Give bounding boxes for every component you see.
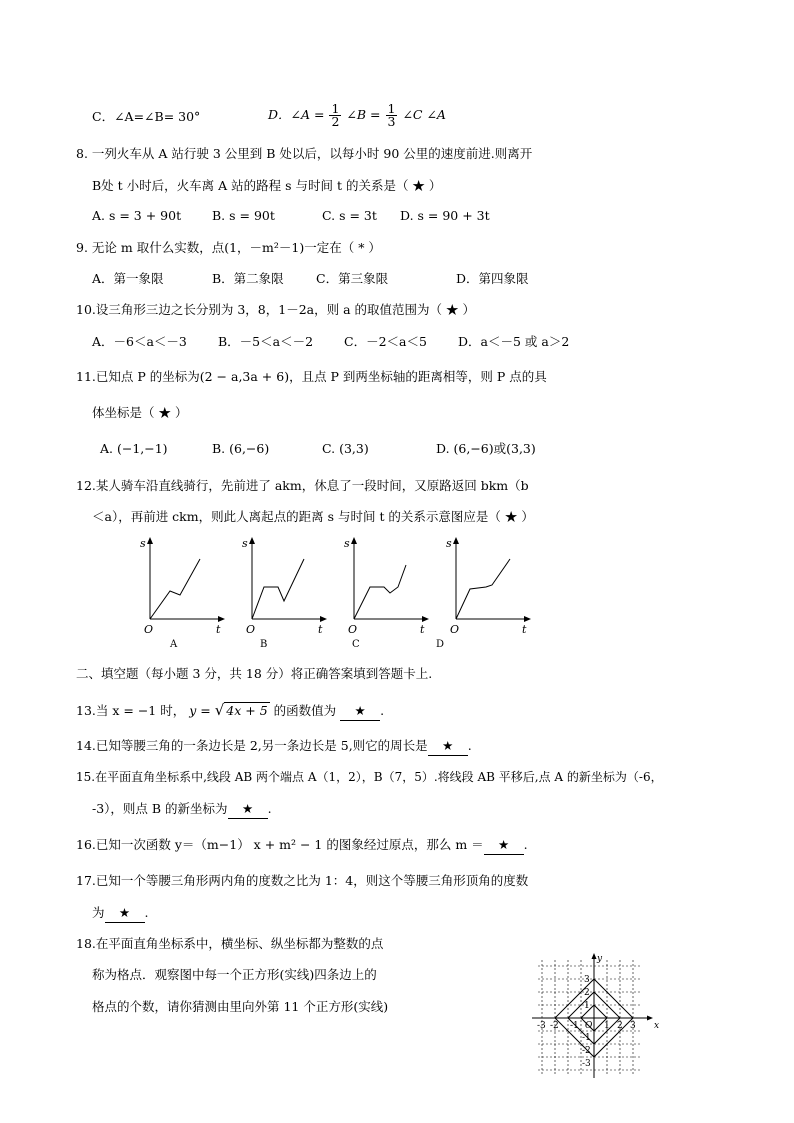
q17-line-2-prefix: 为 [92, 905, 105, 920]
q7-d-mid: ∠B = [346, 107, 381, 122]
graph-b-origin: O [246, 623, 256, 636]
graph-d-s-label: s [446, 537, 452, 550]
axis-x-label: x [654, 1021, 660, 1031]
graph-d-curve [456, 559, 510, 619]
q7-option-d [268, 100, 446, 130]
graph-c-curve [354, 565, 406, 619]
y-axis-arrow [351, 537, 357, 544]
q12-graph-b [242, 537, 327, 650]
q12-line-1: 12.某人骑车沿直线骑行，先前进了 akm，休息了一段时间，又原路返回 bkm（b [76, 478, 529, 493]
tick-y-neg3: -3 [582, 1059, 591, 1069]
q9-option-a: A．第一象限 [92, 271, 164, 286]
y-axis-arrow [453, 537, 459, 544]
q8-option-c: C. s = 3t [322, 208, 377, 223]
graph-a-origin: O [144, 623, 154, 636]
q10-stem: 10.设三角形三边之长分别为 3，8，1－2a，则 a 的取值范围为（ ★ ） [76, 302, 475, 317]
graph-c-t-label: t [420, 623, 425, 636]
q17-line-2 [92, 904, 149, 923]
y-axis-arrow [592, 953, 597, 959]
tick-x-neg1: -1 [570, 1021, 579, 1031]
q10-option-b: B．－5＜a＜－2 [218, 334, 314, 349]
frac-numerator: 1 [387, 101, 396, 116]
graph-d-origin: O [450, 623, 460, 636]
q10-option-c: C．－2＜a＜5 [344, 334, 427, 349]
tick-y-1: 1 [584, 1001, 590, 1011]
y-axis-arrow [147, 537, 153, 544]
q11-option-b: B. (6,−6) [212, 441, 270, 456]
graph-a-s-label: s [140, 537, 146, 550]
graph-b-s-label: s [242, 537, 248, 550]
q15-end: . [267, 801, 272, 816]
x-axis-arrow [422, 616, 429, 622]
q17-end: . [144, 905, 149, 920]
tick-x-3: 3 [630, 1021, 636, 1031]
tick-x-neg2: -2 [550, 1021, 559, 1031]
q8-line-2: B处 t 小时后，火车离 A 站的路程 s 与时间 t 的关系是（ ★ ） [92, 178, 442, 193]
q13-radicand: 4x + 5 [226, 703, 268, 718]
graph-c-label: C [352, 639, 360, 650]
q7-d-prefix: D．∠A = [268, 107, 325, 122]
x-axis-arrow [647, 1016, 653, 1021]
q15-line-1: 15.在平面直角坐标系中,线段 AB 两个端点 A（1，2），B（7，5）.将线段 AB 平移后,点 A 的新坐标为（-6， [76, 770, 663, 784]
q7-d-suffix: ∠C ∠A [402, 107, 446, 122]
q16 [76, 836, 528, 855]
x-axis-arrow [320, 616, 327, 622]
q14-text: 14.已知等腰三角的一条边长是 2,另一条边长是 5,则它的周长是 [76, 738, 428, 753]
graph-d-t-label: t [522, 623, 527, 636]
q13-y: y = [189, 703, 215, 718]
q12-graphs [130, 535, 560, 655]
tick-y-2: 2 [584, 988, 590, 998]
q7-option-c: C．∠A=∠B= 30° [92, 109, 201, 124]
q13-blank: ★ [340, 702, 380, 721]
q15-line-2 [92, 800, 272, 819]
graph-c-origin: O [348, 623, 358, 636]
q10-option-a: A．－6＜a＜－3 [92, 334, 187, 349]
q11-option-c: C. (3,3) [322, 441, 369, 456]
q8-option-b: B. s = 90t [212, 208, 275, 223]
q16-prefix: 16.已知一次函数 y＝（m−1） x + m² − 1 的图象经过原点，那么 m ＝ [76, 837, 484, 852]
q13 [76, 701, 384, 721]
q13-suffix: 的函数值为 [273, 703, 337, 718]
graph-d-label: D [436, 639, 445, 650]
frac-denominator: 3 [387, 114, 396, 129]
frac-denominator: 2 [331, 114, 340, 129]
q14 [76, 737, 472, 756]
q9-option-d: D．第四象限 [456, 271, 529, 286]
q12-graph-d [436, 537, 531, 650]
q11-line-1: 11.已知点 P 的坐标为(2 − a,3a + 6)，且点 P 到两坐标轴的距离相等，则 P 点的具 [76, 369, 547, 384]
tick-x-2: 2 [617, 1021, 623, 1031]
x-axis-arrow [218, 616, 225, 622]
graph-a-curve [150, 559, 200, 619]
q17-line-1: 17.已知一个等腰三角形两内角的度数之比为 1：4，则这个等腰三角形顶角的度数 [76, 873, 529, 888]
q12-graph-c [344, 537, 429, 650]
q10-option-d: D．a＜－5 或 a＞2 [458, 334, 570, 349]
tick-y-neg1: -1 [582, 1033, 591, 1043]
section-2-heading: 二、填空题（每小题 3 分，共 18 分）将正确答案填到答题卡上. [76, 666, 433, 681]
q15-blank: ★ [228, 800, 268, 819]
origin-label: O [585, 1021, 593, 1031]
q12-graph-a [140, 537, 225, 650]
y-axis-arrow [249, 537, 255, 544]
graph-b-curve [252, 559, 304, 619]
tick-x-1: 1 [604, 1021, 610, 1031]
q13-prefix: 13.当 x = −1 时， [76, 703, 186, 718]
q9-stem: 9. 无论 m 取什么实数，点(1，－m²－1)一定在（ * ） [76, 240, 381, 255]
q11-option-d: D. (6,−6)或(3,3) [436, 441, 536, 456]
q15-line-2-prefix: -3），则点 B 的新坐标为 [92, 801, 228, 816]
q9-option-b: B．第二象限 [212, 271, 284, 286]
q16-end: . [523, 837, 528, 852]
q12-line-2: ＜a），再前进 ckm，则此人离起点的距离 s 与时间 t 的关系示意图应是（ ★ ） [92, 509, 534, 524]
q8-option-d: D. s = 90 + 3t [400, 208, 490, 223]
q18-line-1: 18.在平面直角坐标系中，横坐标、纵坐标都为整数的点 [76, 936, 384, 951]
q18-grid-figure [528, 952, 660, 1082]
x-axis-arrow [524, 616, 531, 622]
q9-option-c: C．第三象限 [316, 271, 389, 286]
q7-d-fraction-1 [329, 103, 341, 128]
frac-numerator: 1 [331, 101, 340, 116]
tick-y-3: 3 [584, 975, 590, 985]
q8-option-a: A. s = 3 + 90t [92, 208, 182, 223]
q8-line-1: 8. 一列火车从 A 站行驶 3 公里到 B 处以后，以每小时 90 公里的速度前进.则离开 [76, 146, 533, 161]
tick-y-neg2: -2 [582, 1046, 591, 1056]
q17-blank: ★ [105, 904, 145, 923]
sqrt-icon: √ [214, 701, 225, 719]
q18-line-2: 称为格点．观察图中每一个正方形(实线)四条边上的 [92, 967, 377, 982]
q11-option-a: A. (−1,−1) [100, 441, 168, 456]
q13-end: . [380, 703, 385, 718]
graph-c-s-label: s [344, 537, 350, 550]
axis-y-label: y [597, 954, 603, 964]
graph-b-label: B [260, 639, 268, 650]
q14-end: . [467, 738, 472, 753]
q14-blank: ★ [428, 737, 468, 756]
dashed-grid [538, 960, 642, 1074]
q16-blank: ★ [484, 836, 524, 855]
graph-a-label: A [170, 639, 178, 650]
q11-line-2: 体坐标是（ ★ ） [92, 405, 188, 420]
q7-d-fraction-2 [386, 103, 398, 128]
q18-line-3: 格点的个数，请你猜测由里向外第 11 个正方形(实线) [92, 999, 389, 1014]
graph-b-t-label: t [318, 623, 323, 636]
tick-x-neg3: -3 [537, 1021, 546, 1031]
graph-a-t-label: t [216, 623, 221, 636]
